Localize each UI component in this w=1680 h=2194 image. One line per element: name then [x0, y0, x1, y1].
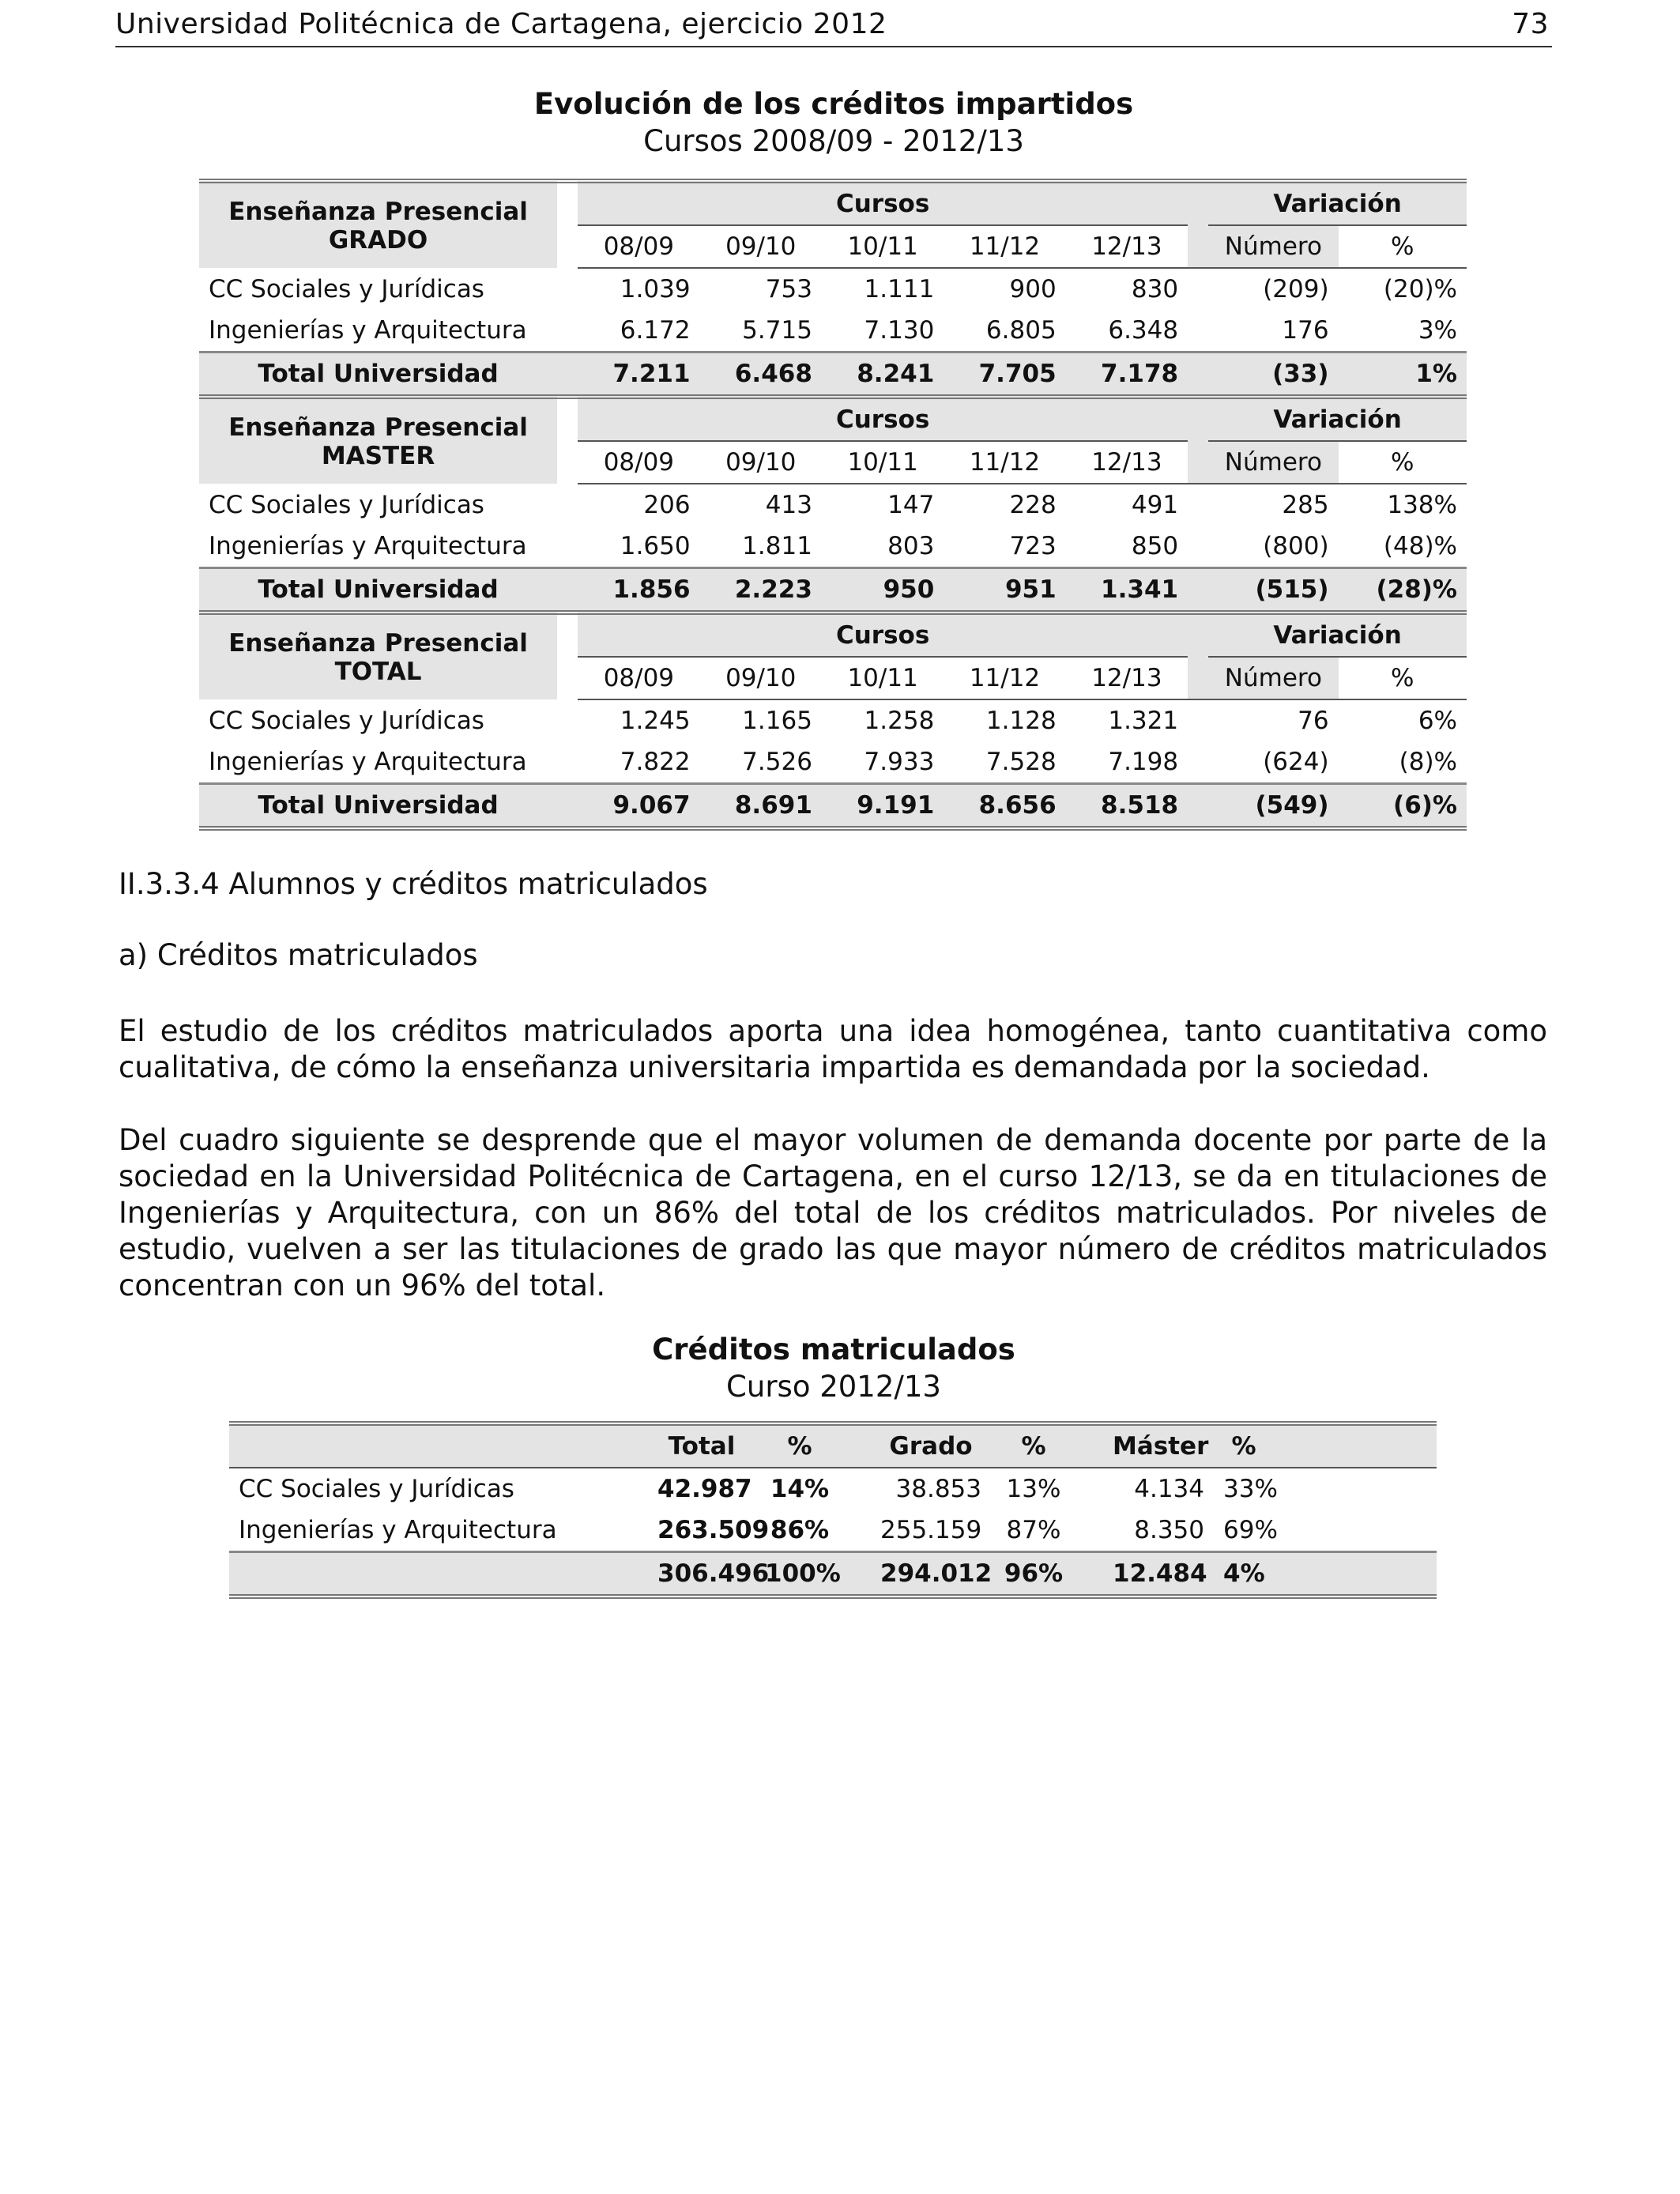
value-cell: 4.134 [1134, 1475, 1204, 1503]
total-label [229, 1552, 621, 1597]
total-pct-cell: (28)% [1339, 568, 1467, 613]
value-cell: 723 [1009, 532, 1057, 560]
gap-cell [1188, 225, 1208, 268]
total-value-cell: 7.705 [944, 352, 1065, 398]
pct-cell: (8)% [1399, 748, 1457, 776]
table2-caption [553, 1333, 1114, 1404]
row-label: Ingenierías y Arquitectura [209, 748, 527, 776]
total-value-cell: 9.191 [822, 784, 944, 829]
section-label [199, 181, 557, 268]
pct-header: % [1339, 225, 1467, 268]
gap-cell [557, 484, 578, 526]
total-value-cell: 8.656 [944, 784, 1065, 829]
paragraph-2: Del cuadro siguiente se desprende que el mayor volumen de demanda docente por parte de la sociedad en la Universidad Politécnica de Cartagena, en el curso 12/13, se da en titulaciones de Ingenierías y Arquitectura, con un 86% del total de los créditos matriculados. Por niveles de estudio, vuelven a ser las titulaciones de grado las que mayor número de créditos matriculados concentran con un 96% del total. [119, 1123, 1547, 1302]
table1-title: Evolución de los créditos impartidos [533, 87, 1134, 121]
value-cell: 255.159 [880, 1516, 982, 1544]
section-header-row [199, 181, 1467, 225]
total-header: Total [648, 1423, 755, 1468]
gap-cell [557, 784, 578, 829]
pct-cell: 13% [1006, 1475, 1061, 1503]
total-pct-cell: (6)% [1339, 784, 1467, 829]
gap-cell [557, 352, 578, 398]
gap-cell [1076, 1468, 1103, 1510]
year-header: 09/10 [700, 225, 822, 268]
section-label [199, 397, 557, 484]
year-header: 11/12 [944, 657, 1065, 699]
value-cell: 830 [1131, 275, 1179, 303]
table2-corner-cell [229, 1423, 621, 1468]
gap-cell [1274, 1468, 1437, 1510]
grado-pct-header: % [991, 1423, 1076, 1468]
value-cell: 6.805 [985, 316, 1057, 345]
page-number: 73 [1512, 8, 1549, 40]
variacion-header: Variación [1208, 397, 1467, 441]
grado-header: Grado [871, 1423, 991, 1468]
year-header: 12/13 [1066, 441, 1188, 484]
year-header: 10/11 [822, 441, 944, 484]
gap-cell [557, 741, 578, 784]
total-numero-cell: (33) [1208, 352, 1338, 398]
gap-cell [1076, 1423, 1103, 1468]
numero-cell: (209) [1263, 275, 1329, 303]
year-header: 10/11 [822, 225, 944, 268]
value-cell: 7.130 [864, 316, 935, 345]
credits-evolution-table [199, 179, 1467, 831]
total-value-cell: 951 [944, 568, 1065, 613]
gap-cell [557, 397, 578, 484]
table-row [229, 1510, 1437, 1552]
value-cell: 12.484 [1103, 1552, 1214, 1597]
section-header-row [199, 613, 1467, 657]
pct-cell: (20)% [1383, 275, 1457, 303]
gap-cell [1076, 1552, 1103, 1597]
pct-cell: 4% [1214, 1552, 1274, 1597]
table-row [199, 268, 1467, 310]
total-value-cell: 8.691 [700, 784, 822, 829]
year-header: 09/10 [700, 657, 822, 699]
table2-subtitle: Curso 2012/13 [726, 1370, 941, 1404]
cursos-header: Cursos [578, 613, 1188, 657]
table1-caption [395, 87, 1272, 158]
gap-cell [621, 1423, 648, 1468]
numero-header: Número [1208, 441, 1338, 484]
total-value-cell: 6.468 [700, 352, 822, 398]
value-cell: 753 [765, 275, 812, 303]
total-value-cell: 7.178 [1066, 352, 1188, 398]
gap-cell [557, 568, 578, 613]
pct-header: % [1339, 657, 1467, 699]
value-cell: 7.933 [864, 748, 935, 776]
value-cell: 147 [887, 491, 935, 519]
gap-cell [621, 1552, 648, 1597]
gap-cell [557, 181, 578, 268]
paragraph-1: El estudio de los créditos matriculados aporta una idea homogénea, tanto cuantitativa como cualitativa, de cómo la enseñanza universitaria impartida es demandada por la sociedad. [119, 1014, 1547, 1084]
numero-header: Número [1208, 657, 1338, 699]
row-label: Ingenierías y Arquitectura [209, 532, 527, 560]
gap-cell [1076, 1510, 1103, 1552]
gap-cell [1188, 613, 1208, 657]
row-label: CC Sociales y Jurídicas [239, 1475, 514, 1503]
cursos-header: Cursos [578, 181, 1188, 225]
pct-cell: 87% [1006, 1516, 1061, 1544]
value-cell: 1.111 [864, 275, 935, 303]
value-cell: 228 [1009, 491, 1057, 519]
variacion-header: Variación [1208, 181, 1467, 225]
year-header: 09/10 [700, 441, 822, 484]
total-pct-cell: 1% [1339, 352, 1467, 398]
year-header: 12/13 [1066, 225, 1188, 268]
numero-cell: (624) [1263, 748, 1329, 776]
value-cell: 803 [887, 532, 935, 560]
year-header: 10/11 [822, 657, 944, 699]
gap-cell [1188, 181, 1208, 225]
gap-cell [1188, 741, 1208, 784]
value-cell: 7.198 [1108, 748, 1179, 776]
value-cell: 8.350 [1134, 1516, 1204, 1544]
value-cell: 306.496 [648, 1552, 755, 1597]
gap-cell [557, 310, 578, 352]
numero-header: Número [1208, 225, 1338, 268]
total-value-cell: 8.241 [822, 352, 944, 398]
value-cell: 6.172 [620, 316, 691, 345]
value-cell: 1.321 [1108, 707, 1179, 735]
pct-cell: (48)% [1383, 532, 1457, 560]
pct-cell: 100% [755, 1552, 844, 1597]
gap-cell [557, 699, 578, 741]
year-header: 08/09 [578, 657, 699, 699]
table-row [229, 1468, 1437, 1510]
page-header [115, 6, 1552, 47]
gap-cell [621, 1468, 648, 1510]
year-header: 11/12 [944, 441, 1065, 484]
gap-cell [1188, 526, 1208, 568]
gap-cell [557, 526, 578, 568]
total-value-cell: 1.856 [578, 568, 699, 613]
gap-cell [1188, 784, 1208, 829]
value-cell: 5.715 [742, 316, 812, 345]
gap-cell [1188, 484, 1208, 526]
total-value-cell: 7.211 [578, 352, 699, 398]
value-cell: 263.509 [657, 1516, 770, 1544]
row-label: CC Sociales y Jurídicas [209, 274, 484, 303]
header-title: Universidad Politécnica de Cartagena, ejercicio 2012 [115, 8, 887, 40]
gap-cell [844, 1552, 871, 1597]
table1-subtitle: Cursos 2008/09 - 2012/13 [643, 124, 1024, 158]
total-row [199, 784, 1467, 829]
gap-cell [1188, 352, 1208, 398]
section-header-row [199, 397, 1467, 441]
numero-cell: 76 [1298, 707, 1329, 735]
year-header: 12/13 [1066, 657, 1188, 699]
total-numero-cell: (549) [1208, 784, 1338, 829]
pct-header: % [1339, 441, 1467, 484]
table-row [199, 310, 1467, 352]
value-cell: 1.245 [620, 707, 691, 735]
master-header: Máster [1103, 1423, 1214, 1468]
gap-cell [1188, 441, 1208, 484]
numero-cell: (800) [1263, 532, 1329, 560]
year-header: 08/09 [578, 441, 699, 484]
table2-title: Créditos matriculados [652, 1333, 1015, 1367]
pct-cell: 138% [1387, 491, 1457, 519]
gap-cell [1188, 657, 1208, 699]
gap-cell [1274, 1510, 1437, 1552]
value-cell: 294.012 [871, 1552, 991, 1597]
value-cell: 1.165 [742, 707, 812, 735]
year-header: 08/09 [578, 225, 699, 268]
value-cell: 7.528 [985, 748, 1057, 776]
total-row [229, 1552, 1437, 1597]
total-row [199, 568, 1467, 613]
gap-cell [1188, 397, 1208, 441]
gap-cell [844, 1423, 871, 1468]
gap-cell [621, 1510, 648, 1552]
value-cell: 1.811 [742, 532, 812, 560]
section-label-line2: TOTAL [334, 657, 422, 686]
pct-cell: 96% [991, 1552, 1076, 1597]
gap-cell [1188, 568, 1208, 613]
total-value-cell: 8.518 [1066, 784, 1188, 829]
numero-cell: 285 [1282, 491, 1329, 519]
value-cell: 6.348 [1108, 316, 1179, 345]
section-label [199, 613, 557, 699]
pct-cell: 86% [770, 1516, 830, 1544]
table-row [199, 484, 1467, 526]
total-value-cell: 9.067 [578, 784, 699, 829]
section-label-line1: Enseñanza Presencial [228, 628, 528, 658]
value-cell: 7.822 [620, 748, 691, 776]
value-cell: 900 [1009, 275, 1057, 303]
gap-cell [1188, 268, 1208, 310]
gap-cell [1274, 1552, 1437, 1597]
gap-cell [1274, 1423, 1437, 1468]
pct-cell: 33% [1223, 1475, 1278, 1503]
section-label-line1: Enseñanza Presencial [228, 413, 528, 442]
total-value-cell: 950 [822, 568, 944, 613]
total-value-cell: 2.223 [700, 568, 822, 613]
pct-cell: 3% [1418, 316, 1457, 345]
total-pct-header: % [755, 1423, 844, 1468]
gap-cell [557, 613, 578, 699]
value-cell: 1.039 [620, 275, 691, 303]
table2-header-row [229, 1423, 1437, 1468]
table-row [199, 699, 1467, 741]
value-cell: 206 [643, 491, 691, 519]
value-cell: 42.987 [657, 1475, 752, 1503]
row-label: Ingenierías y Arquitectura [209, 316, 527, 345]
pct-cell: 6% [1418, 707, 1457, 735]
value-cell: 1.258 [864, 707, 935, 735]
section-label-line2: MASTER [321, 441, 435, 470]
section-heading: II.3.3.4 Alumnos y créditos matriculados [119, 867, 708, 901]
variacion-header: Variación [1208, 613, 1467, 657]
total-label: Total Universidad [199, 352, 557, 398]
gap-cell [557, 268, 578, 310]
total-label: Total Universidad [199, 568, 557, 613]
value-cell: 1.128 [985, 707, 1057, 735]
year-header: 11/12 [944, 225, 1065, 268]
section-label-line1: Enseñanza Presencial [228, 197, 528, 226]
gap-cell [844, 1510, 871, 1552]
gap-cell [844, 1468, 871, 1510]
value-cell: 413 [765, 491, 812, 519]
total-numero-cell: (515) [1208, 568, 1338, 613]
pct-cell: 69% [1223, 1516, 1278, 1544]
enrolled-credits-table [229, 1421, 1437, 1599]
value-cell: 491 [1131, 491, 1179, 519]
numero-cell: 176 [1282, 316, 1329, 345]
master-pct-header: % [1214, 1423, 1274, 1468]
value-cell: 38.853 [895, 1475, 981, 1503]
row-label: CC Sociales y Jurídicas [209, 706, 484, 735]
table-row [199, 741, 1467, 784]
value-cell: 7.526 [742, 748, 812, 776]
section-label-line2: GRADO [328, 225, 428, 254]
row-label: CC Sociales y Jurídicas [209, 490, 484, 519]
total-label: Total Universidad [199, 784, 557, 829]
gap-cell [1188, 699, 1208, 741]
gap-cell [1188, 310, 1208, 352]
value-cell: 1.650 [620, 532, 691, 560]
total-value-cell: 1.341 [1066, 568, 1188, 613]
pct-cell: 14% [770, 1475, 830, 1503]
table-row [199, 526, 1467, 568]
subheading: a) Créditos matriculados [119, 938, 478, 972]
row-label: Ingenierías y Arquitectura [239, 1516, 557, 1544]
cursos-header: Cursos [578, 397, 1188, 441]
total-row [199, 352, 1467, 398]
value-cell: 850 [1131, 532, 1179, 560]
